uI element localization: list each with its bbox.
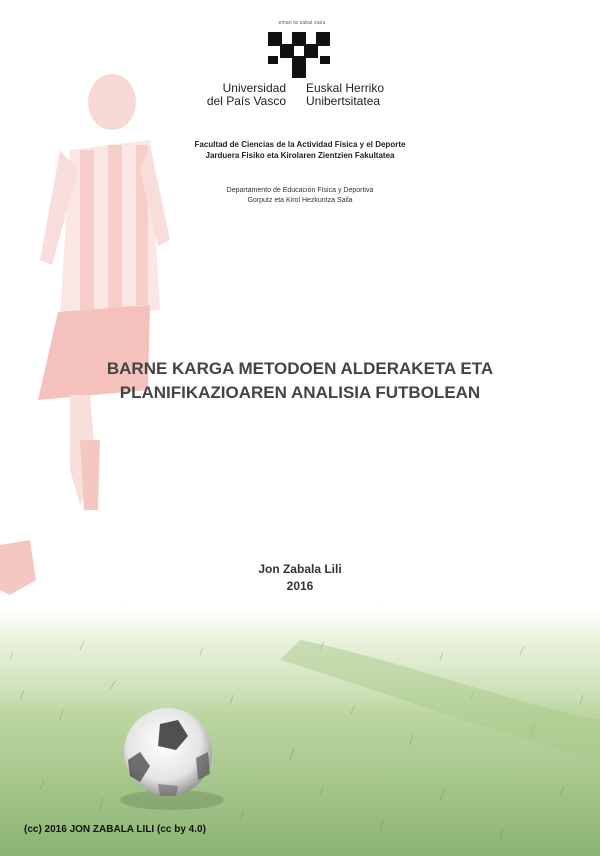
university-es-line-2: del País Vasco [206,94,286,108]
thesis-title-line-2: PLANIFIKAZIOAREN ANALISIA FUTBOLEAN [119,383,481,402]
license-notice: (cc) 2016 JON ZABALA LILI (cc by 4.0) [24,824,206,835]
thesis-title [0,357,600,405]
publication-year: 2016 [286,579,314,593]
department-line-eu: Gorputz eta Kirol Hezkuntza Saila [247,197,353,204]
author-name: Jon Zabala Lili [258,562,342,576]
university-motto: eman ta zabal zazu [278,20,326,26]
faculty-line-es: Facultad de Ciencias de la Actividad Física y el Deporte [194,140,406,149]
faculty-name [0,139,600,161]
university-name-eu [306,82,416,108]
university-eu-line-2: Unibertsitatea [306,94,381,108]
department-name [0,186,600,206]
upv-ehu-tree-logo-icon [266,30,332,80]
university-es-line-1: Universidad [222,81,286,95]
department-line-es: Departamento de Educación Física y Deportiva [226,187,374,194]
faculty-line-eu: Jarduera Fisiko eta Kirolaren Zientzien Fakultatea [205,151,395,160]
university-name-es [190,82,286,108]
university-eu-line-1: Euskal Herriko [306,81,385,95]
thesis-title-line-1: BARNE KARGA METODOEN ALDERAKETA ETA [106,359,494,378]
author-block [0,561,600,595]
